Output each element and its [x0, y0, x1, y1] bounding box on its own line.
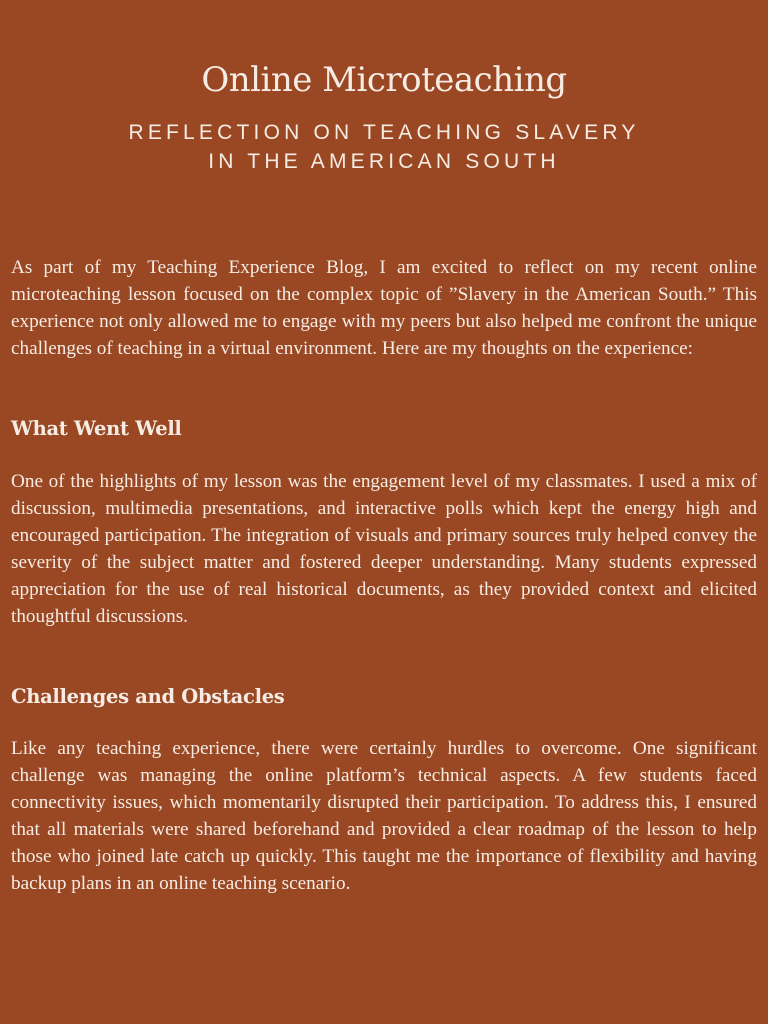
section-paragraph-what-went-well: One of the highlights of my lesson was the engagement level of my classmates. I used a mix of discussion, multimedia presentations, and interactive polls which kept the energy high and encouraged participation. The integration of visuals and primary sources truly helped convey the severity of the subject matter and fostered deeper understanding. Many students expressed appreciation for the use of real historical documents, as they provided context and elicited thoughtful discussions. — [11, 471, 757, 627]
page-subtitle: REFLECTION ON TEACHING SLAVERY IN THE AMERICAN SOUTH — [128, 121, 640, 173]
section-paragraph-challenges: Like any teaching experience, there were certainly hurdles to overcome. One significant challenge was managing the online platform’s technical aspects. A few students faced connectivity issues, which momentarily disrupted their participation. To address this, I ensured that all materials were shared beforehand and provided a clear roadmap of the lesson to help those who joined late catch up quickly. This taught me the importance of flexibility and having backup plans in an online teaching scenario. — [11, 738, 757, 894]
intro-paragraph: As part of my Teaching Experience Blog, I am excited to reflect on my recent online microteaching lesson focused on the complex topic of ”Slavery in the American South.” This experience not only allowed me to engage with my peers but also helped me confront the unique challenges of teaching in a virtual environment. Here are my thoughts on the experience: — [11, 257, 757, 359]
section-heading-challenges: Challenges and Obstacles — [11, 685, 285, 708]
page-title: Online Microteaching — [201, 60, 567, 100]
section-heading-what-went-well: What Went Well — [11, 417, 182, 440]
